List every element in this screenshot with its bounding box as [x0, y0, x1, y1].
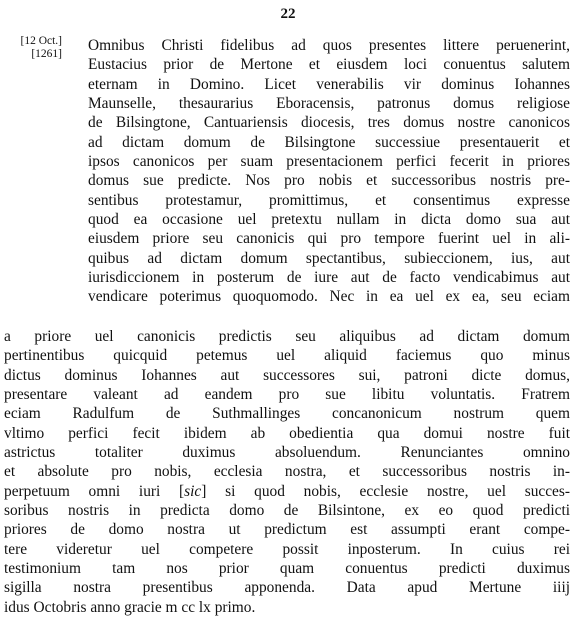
text-line: presentare valeant ad eandem pro sue libitu voluntatis. Fratrem	[4, 386, 570, 404]
text-line: quod ea occasione uel pretextu nullam in dicta domo sua aut	[88, 211, 570, 229]
text-line: eciam Radulfum de Suthmallinges concanonicum nostrum quem	[4, 405, 570, 423]
text-line: a priore uel canonicis predictis seu aliquibus ad dictam domum	[4, 328, 570, 345]
text-line: tere videretur uel competere possit inposterum. In cuius rei	[4, 540, 570, 558]
sic-annotation: sic	[184, 482, 202, 500]
margin-note-year: [1261]	[31, 48, 62, 60]
margin-note-date: [12 Oct.]	[20, 35, 62, 47]
text-line: quibus ad dictam domum spectantibus, subieccionem, ius, aut	[88, 249, 570, 267]
text-line: sigilla nostra presentibus apponenda. Data apud Mertune iiij	[4, 579, 570, 597]
text-line: priores de domo nostra ut predictum est assumpti erant compe-	[4, 521, 570, 539]
text-line: Maunselle, thesaurarius Eboracensis, patronus domus religiose	[88, 95, 570, 113]
text-line: eternam in Domino. Licet venerabilis vir dominus Iohannes	[88, 75, 570, 93]
charter-text-full	[4, 327, 570, 617]
text-line: eiusdem priore seu canonicis qui pro tempore fuerint uel in ali-	[88, 230, 570, 248]
page-number: 22	[280, 6, 296, 22]
text-line: sentibus protestamur, promittimus, et consentimus expresse	[88, 191, 570, 209]
text-line: vltimo perfici fecit ibidem ab obedientia qua domui nostre fuit	[4, 424, 570, 442]
text-line: soribus nostris in predicta domo de Bilsintone, ex eo quod predicti	[4, 502, 570, 520]
text-line: domus sue predicte. Nos pro nobis et successoribus nostris pre-	[88, 172, 570, 190]
text-line: vendicare poterimus quoquomodo. Nec in ea uel ex ea, seu eciam	[88, 288, 570, 306]
text-line: dictus dominus Iohannes aut successores sui, patroni dicte domus,	[4, 366, 570, 384]
text-line: Omnibus Christi fidelibus ad quos presentes littere peruenerint,	[88, 37, 570, 54]
text-line: Eustacius prior de Mertone et eiusdem loci conuentus salutem	[88, 56, 570, 74]
text-line: astrictus totaliter duximus absoluendum. Renunciantes omnino	[4, 444, 570, 462]
text-line: testimonium tam nos prior quam conuentus predicti duximus	[4, 560, 570, 578]
charter-text-indented	[66, 36, 570, 307]
text-line: ad dictam domum de Bilsingtone successiue presentauerit et	[88, 133, 570, 151]
text-line: de Bilsingtone, Cantuariensis diocesis, tres domus nostre canonicos	[88, 114, 570, 132]
margin-date-note	[4, 35, 62, 61]
text-line: iurisdiccionem in posterum de iure aut de facto vendicabimus aut	[88, 269, 570, 287]
text-line: et absolute pro nobis, ecclesia nostra, et successoribus nostris in-	[4, 463, 570, 481]
text-line-sic: perpetuum omni iuri [sic] si quod nobis, ecclesie nostre, uel succes-	[4, 482, 571, 500]
text-line: ipsos canonicos per suam presentacionem perfici fecerit in priores	[88, 153, 570, 171]
text-line: pertinentibus quicquid petemus uel aliquid faciemus quo minus	[4, 347, 570, 365]
text-line: idus Octobris anno gracie m cc lx primo.	[4, 598, 256, 616]
